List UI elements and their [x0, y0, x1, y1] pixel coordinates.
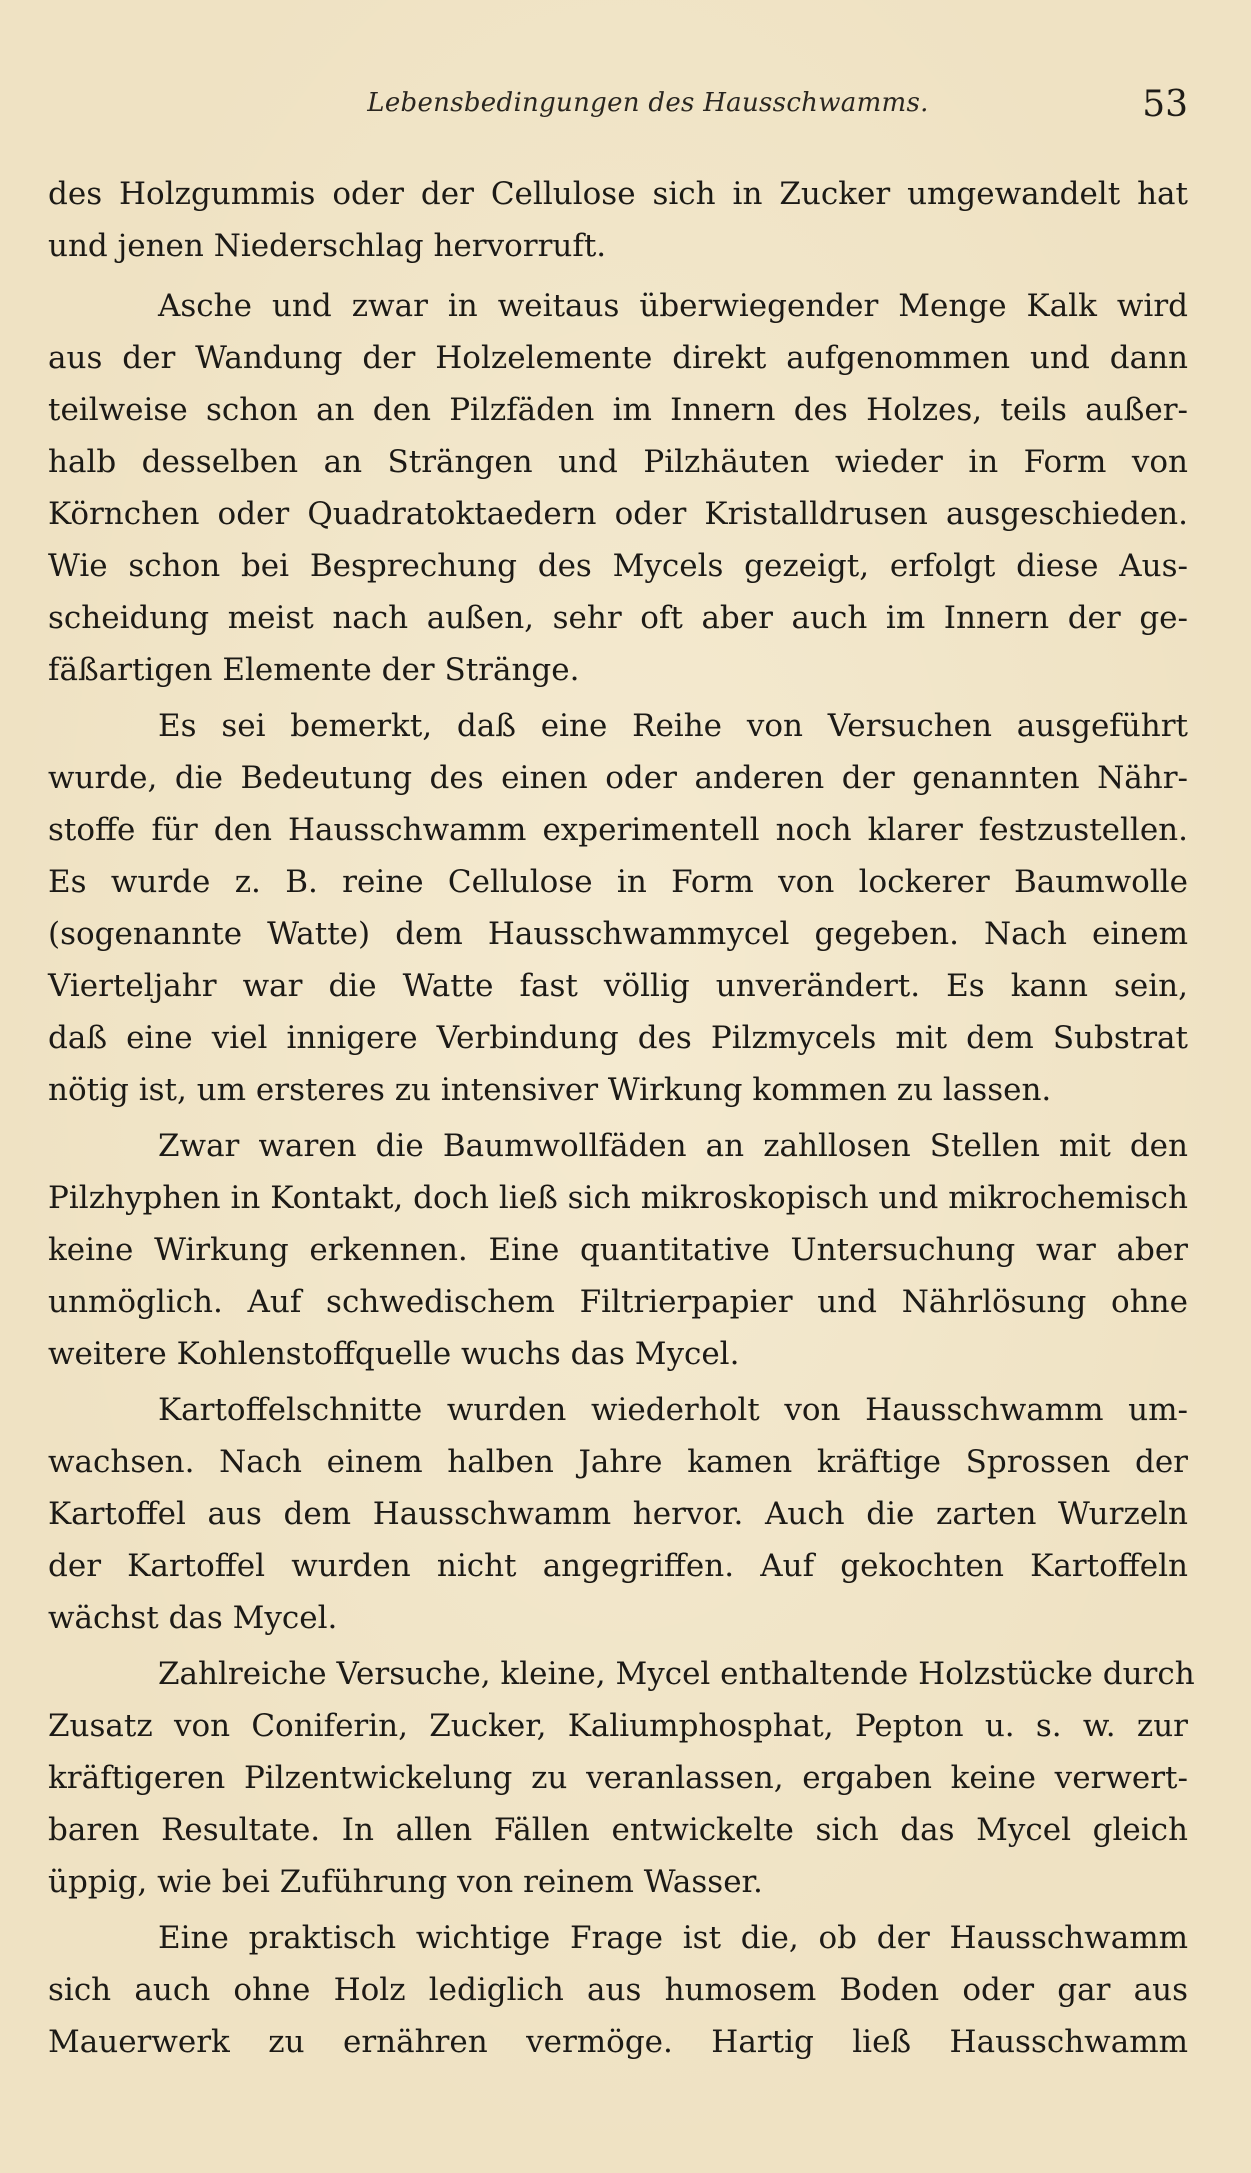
text-line: aus der Wandung der Holzelemente direkt aufgenommen und dann — [48, 340, 1188, 376]
text-line: üppig, wie bei Zuführung von reinem Wasser. — [48, 1864, 763, 1900]
text-line: Es sei bemerkt, daß eine Reihe von Versuchen ausgeführt — [158, 708, 1188, 744]
text-line: kräftigeren Pilzentwickelung zu veranlassen, ergaben keine verwert- — [48, 1760, 1188, 1796]
running-title: Lebensbedingungen des Hausschwamms. — [367, 88, 929, 118]
text-line: stoffe für den Hausschwamm experimentell noch klarer festzustellen. — [48, 812, 1188, 848]
text-line: der Kartoffel wurden nicht angegriffen. Auf gekochten Kartoffeln — [48, 1548, 1188, 1584]
text-line: Zahlreiche Versuche, kleine, Mycel enthaltende Holzstücke durch — [158, 1656, 1195, 1692]
text-line: sich auch ohne Holz lediglich aus humosem Boden oder gar aus — [48, 1972, 1188, 2008]
text-line: unmöglich. Auf schwedischem Filtrierpapier und Nährlösung ohne — [48, 1284, 1188, 1320]
text-line: Kartoffelschnitte wurden wiederholt von Hausschwamm um- — [158, 1392, 1188, 1428]
text-line: Vierteljahr war die Watte fast völlig unverändert. Es kann sein, — [48, 968, 1188, 1004]
text-line: Wie schon bei Besprechung des Mycels gezeigt, erfolgt diese Aus- — [48, 548, 1188, 584]
text-line: Es wurde z. B. reine Cellulose in Form von lockerer Baumwolle — [48, 864, 1188, 900]
text-line: des Holzgummis oder der Cellulose sich in Zucker umgewandelt hat — [48, 176, 1188, 212]
text-line: Zusatz von Coniferin, Zucker, Kaliumphosphat, Pepton u. s. w. zur — [48, 1708, 1188, 1744]
text-line: Körnchen oder Quadratoktaedern oder Kristalldrusen ausgeschieden. — [48, 496, 1188, 532]
text-line: halb desselben an Strängen und Pilzhäuten wieder in Form von — [48, 444, 1188, 480]
text-line: scheidung meist nach außen, sehr oft aber auch im Innern der ge- — [48, 600, 1188, 636]
text-line: Asche und zwar in weitaus überwiegender Menge Kalk wird — [158, 288, 1188, 324]
text-line: teilweise schon an den Pilzfäden im Innern des Holzes, teils außer- — [48, 392, 1188, 428]
text-line: wächst das Mycel. — [48, 1600, 338, 1636]
text-line: Pilzhyphen in Kontakt, doch ließ sich mikroskopisch und mikrochemisch — [48, 1180, 1188, 1216]
text-line: daß eine viel innigere Verbindung des Pilzmycels mit dem Substrat — [48, 1020, 1188, 1056]
text-line: fäßartigen Elemente der Stränge. — [48, 652, 580, 688]
text-line: baren Resultate. In allen Fällen entwickelte sich das Mycel gleich — [48, 1812, 1188, 1848]
text-line: keine Wirkung erkennen. Eine quantitative Untersuchung war aber — [48, 1232, 1188, 1268]
page-number: 53 — [1142, 84, 1188, 125]
text-line: wachsen. Nach einem halben Jahre kamen kräftige Sprossen der — [48, 1444, 1188, 1480]
text-line: (sogenannte Watte) dem Hausschwammycel gegeben. Nach einem — [48, 916, 1188, 952]
page-header — [48, 84, 1188, 128]
text-line: nötig ist, um ersteres zu intensiver Wirkung kommen zu lassen. — [48, 1072, 1052, 1108]
text-line: Kartoffel aus dem Hausschwamm hervor. Auch die zarten Wurzeln — [48, 1496, 1188, 1532]
text-line: und jenen Niederschlag hervorruft. — [48, 228, 607, 264]
text-line: Zwar waren die Baumwollfäden an zahllosen Stellen mit den — [158, 1128, 1188, 1164]
text-line: Eine praktisch wichtige Frage ist die, ob der Hausschwamm — [158, 1920, 1188, 1956]
text-line: Mauerwerk zu ernähren vermöge. Hartig ließ Hausschwamm — [48, 2024, 1188, 2060]
text-line: weitere Kohlenstoffquelle wuchs das Mycel. — [48, 1336, 740, 1372]
text-line: wurde, die Bedeutung des einen oder anderen der genannten Nähr- — [48, 760, 1188, 796]
